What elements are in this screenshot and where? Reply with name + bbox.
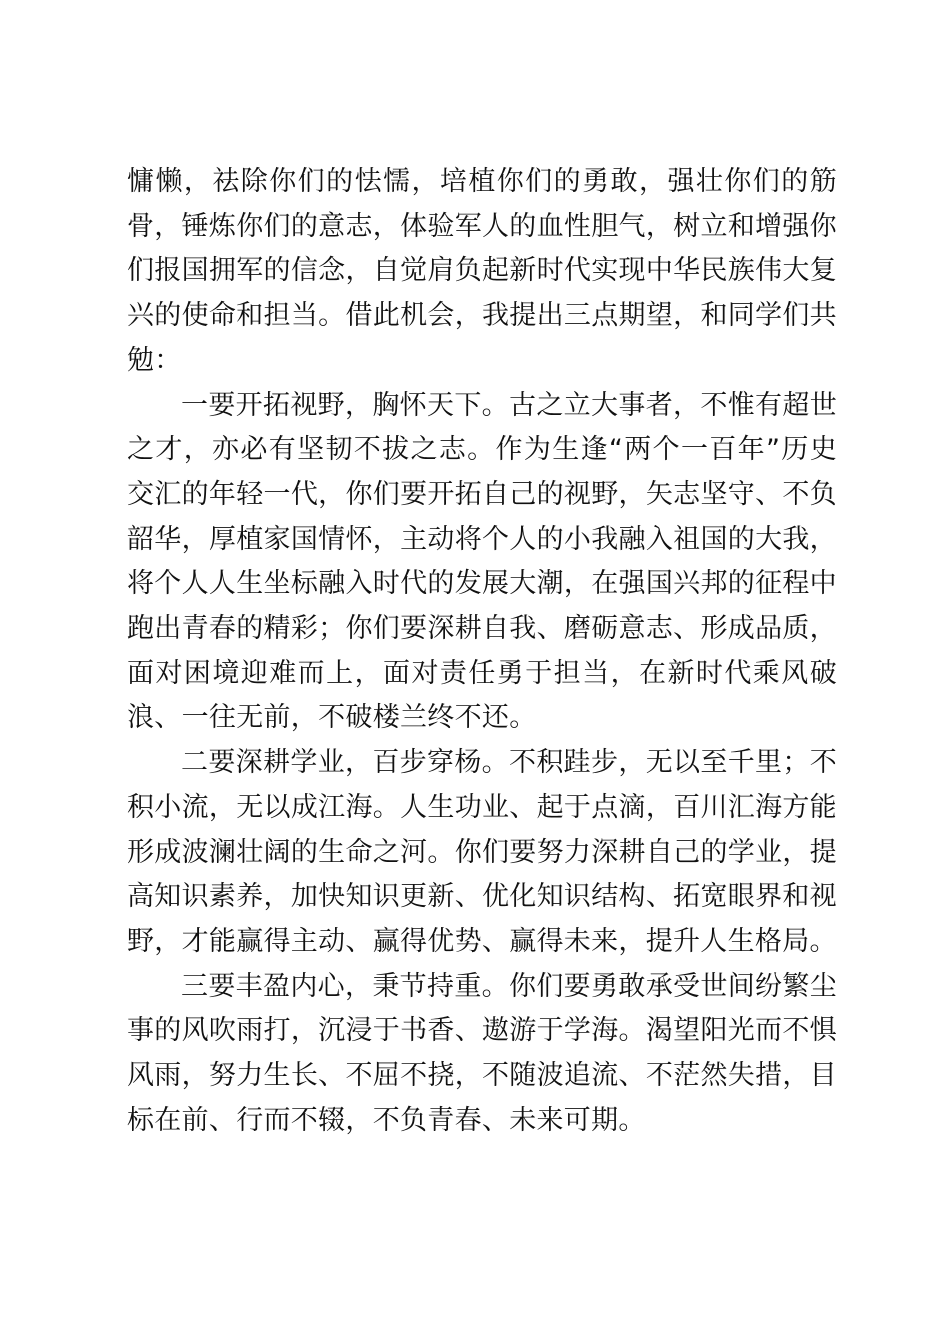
paragraph-third-expectation: 三要丰盈内心，秉节持重。你们要勇敢承受世间纷繁尘事的风吹雨打，沉浸于书香、遨游于学海。渴望阳光而不惧风雨，努力生长、不屈不挠，不随波追流、不茫然失措，目标在前、行而不辍，不负青春、未来可期。 xyxy=(127,970,837,1136)
paragraph-continuation: 慵懒，祛除你们的怯懦，培植你们的勇敢，强壮你们的筋骨，锤炼你们的意志，体验军人的血性胆气，树立和增强你们报国拥军的信念，自觉肩负起新时代实现中华民族伟大复兴的使命和担当。借此机会，我提出三点期望，和同学们共勉： xyxy=(127,166,837,376)
document-body xyxy=(127,160,837,1143)
paragraph-first-expectation: 一要开拓视野，胸怀天下。古之立大事者，不惟有超世之才，亦必有坚韧不拔之志。作为生逢“两个一百年”历史交汇的年轻一代，你们要开拓自己的视野，矢志坚守、不负韶华，厚植家国情怀，主动将个人的小我融入祖国的大我，将个人人生坐标融入时代的发展大潮，在强国兴邦的征程中跑出青春的精彩；你们要深耕自我、磨砺意志、形成品质，面对困境迎难而上，面对责任勇于担当，在新时代乘风破浪、一往无前，不破楼兰终不还。 xyxy=(127,389,837,734)
paragraph-second-expectation: 二要深耕学业，百步穿杨。不积跬步，无以至千里；不积小流，无以成江海。人生功业、起于点滴，百川汇海方能形成波澜壮阔的生命之河。你们要努力深耕自己的学业，提高知识素养，加快知识更新、优化知识结构、拓宽眼界和视野，才能赢得主动、赢得优势、赢得未来，提升人生格局。 xyxy=(127,747,837,957)
